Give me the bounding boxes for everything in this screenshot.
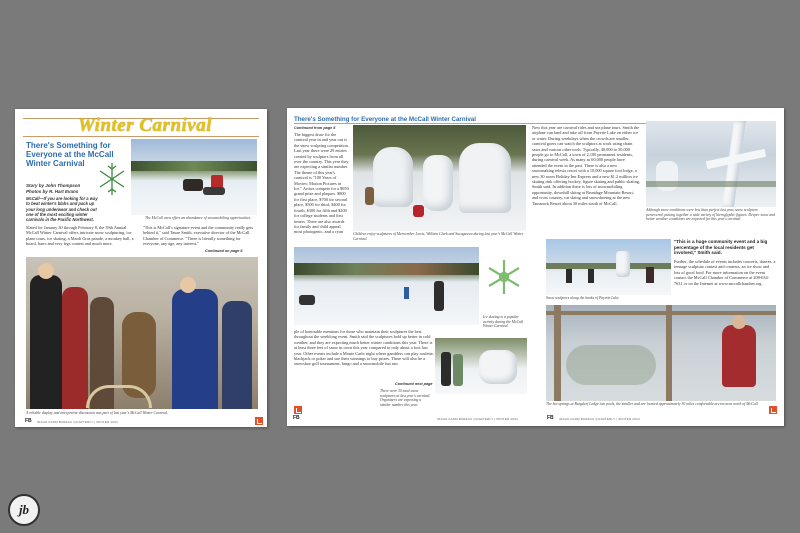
hot-springs-caption: The hot springs at Burgdorf Lodge two pools, the smaller and are located approximately 30 miles comfortable access area north of McCall. bbox=[546, 402, 759, 406]
snowmobile-photo-caption: The McCall area offers an abundance of snowmobiling opportunities. bbox=[145, 216, 252, 220]
snowflake-icon bbox=[97, 159, 127, 199]
sculpture-children-caption: Children enjoy sculptures of Meriwether Lewis, William Clark and Sacagawea during last year's McCall Winter Carnival. bbox=[353, 232, 524, 241]
ice-skating-caption: Ice skating is a popular activity during the McCall Winter Carnival. bbox=[483, 315, 524, 329]
snowmobile-photo bbox=[131, 139, 257, 215]
right-column-3-text: New this year are carnival rides and sea plane tours. Smith the airplane can land and take off from Payette Lake on either ice or water. During weekdays when the crowds are smaller, carnival goers can watch the sculptors at work using chain saws and various other tools. Typically, 40,000 to 50,000 people go to McCall, a town of 2,100 permanent residents, during carnival week. As many as 60,000 people have attended the event in the past. There is also a new snowmaking telesix resort with a 10,000 square foot lodge, a new 30 room Holiday Inn Express and a new $1.2 million ice skating rink offering hockey, figure skating and public skating, Smith said. In addition there is lots of snowmobiling opportunity, downhill skiing at Brundage Mountain Resort, and cross country, cat skiing and snowshoeing at the new Tamarack Resort about 30 miles south of McCall. bbox=[532, 125, 640, 206]
watermark-badge-text: jb bbox=[18, 502, 30, 517]
crowd-photo-caption: A reliable display and interpretive discussion was part of last year's McCall Winter Carnival. bbox=[26, 411, 168, 415]
pull-quote: "This is a huge community event and a big percentage of the local residents get involved," Smith said. bbox=[674, 239, 768, 256]
lake-sculptors-caption: Snow sculptors along the banks of Payette Lake. bbox=[546, 296, 620, 300]
crowd-photo bbox=[26, 257, 258, 409]
pull-quote-body: Further, the schedule of events includes concerts, dances, a teenage sculpture contest and contests, an ice show and lots of good food. For more information on the event contact the McCall Chamber of Commerce at 208-634-7631 or on the Internet at www.mccallchamber.org. bbox=[674, 259, 776, 286]
byline-story: Story by John Thompson bbox=[26, 183, 81, 188]
hot-springs-photo bbox=[546, 305, 776, 401]
right-column-2-text: ple of honorable mentions for those who maintain their sculptures the best throughout the weeklong event. Smith said the sculptures hold up better in cold weather, and they are expecting much better winter conditions this year. There is at least three feet of snow in town this year compared to only about a foot last year. Other events include a Monte Carlo night where gamblers can play roulette, blackjack or poker and use their winnings to buy prizes. There will also be a snowshoe golf tournament, bingo and a snowmobile fun run. bbox=[294, 329, 434, 367]
page-corner-icon-right bbox=[769, 406, 777, 414]
page-corner-icon-left bbox=[294, 406, 302, 414]
left-body-column-2: "This is McCall's signature event and the community really gets behind it," said Tauze Smith, executive director of the McCall Chamber of Commerce. "There is literally something for everyone, any age, any interest." bbox=[143, 225, 254, 247]
article-headline: There's Something for Everyone at the McCall Winter Carnival bbox=[26, 141, 114, 169]
green-snowflake-icon bbox=[485, 258, 523, 296]
page-corner-icon bbox=[255, 417, 263, 425]
right-page-footer-2: IDAHO FARM BUREAU QUARTERLY | WINTER 2004 bbox=[559, 417, 640, 421]
left-page-footer: IDAHO FARM BUREAU QUARTERLY | WINTER 2004 bbox=[37, 420, 118, 424]
left-body-column-1: Slated for January 30 through February 8, the 39th Annual McCall Winter Carnival offers intricate snow sculpturing, ice plane tours, ice skating, a Mardi Gras parade, a monkey ball, a board, barrs and very legs contest and much more. bbox=[26, 225, 134, 247]
continued-on-page: Continued on page 6 bbox=[205, 249, 243, 253]
watermark-badge bbox=[8, 494, 40, 526]
farm-bureau-logo: FB bbox=[25, 418, 32, 424]
byline-photos: Photos by R. Hart Evans bbox=[26, 189, 79, 194]
sculpture-visitors-photo bbox=[435, 338, 527, 394]
tall-sculpture-caption: Although snow conditions were less than perfect last year, snow sculptors persevered, putting together a wide variety of hieroglyphic figures. Deeper snow and better weather conditions are expected for this year's carnival. bbox=[646, 208, 775, 222]
lake-sculptors-photo bbox=[546, 239, 671, 295]
masthead-title: Winter Carnival bbox=[77, 115, 212, 136]
ice-skating-photo bbox=[294, 247, 479, 325]
farm-bureau-logo-right: FB bbox=[293, 415, 300, 421]
right-column-1-text: The biggest draw for the carnival year in and year out is the snow sculpting competition. Last year there were 29 entries created by sculptors from all over the country. This year they are expecting a similar number. The theme of this year's carnival is "100 Years of Movies: Motion Pictures in Ice." Artists compete for a $950 grand prize and plaques. $800 for first place, $700 for second place, $500 for third, $400 for fourth, $300 for fifth and $200 for college students and first timers. There are also awards for family and child appeal, most photogenic, and a cyan bbox=[294, 132, 349, 235]
continued-next: Continued next page bbox=[395, 382, 433, 386]
masthead-rule-bottom bbox=[23, 136, 259, 137]
article-deck: McCall—If you are looking for a way to beat winter's blahs and pack up your long underwear and check out one of the most exciting winter carnivals in the Pacific Northwest. bbox=[26, 196, 98, 223]
left-magazine-page bbox=[15, 109, 267, 427]
sculpture-children-photo bbox=[353, 125, 526, 231]
small-photo-caption: There were 30 total snow sculptures at last year's carnival. Organizers are expecting a similar number this year. bbox=[380, 389, 431, 407]
spread-headline: There's Something for Everyone at the McCall Winter Carnival bbox=[294, 116, 476, 123]
farm-bureau-logo-center: FB bbox=[547, 415, 554, 421]
right-magazine-page bbox=[287, 108, 784, 426]
right-page-footer: IDAHO FARM BUREAU QUARTERLY | WINTER 2004 bbox=[437, 417, 518, 421]
continued-from: Continued from page 5 bbox=[294, 126, 336, 130]
tall-sculpture-photo bbox=[646, 121, 776, 207]
